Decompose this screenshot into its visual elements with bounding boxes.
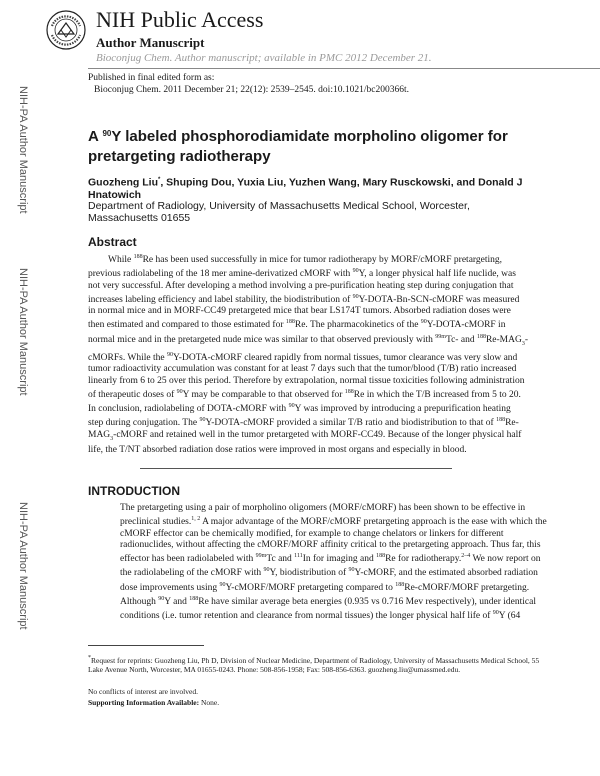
- publication-label: Published in final edited form as:: [88, 73, 215, 83]
- sidebar-label-3: NIH-PA Author Manuscript: [17, 502, 29, 630]
- conflicts-footnote: No conflicts of interest are involved.: [88, 687, 198, 696]
- nih-public-access-title: NIH Public Access: [96, 7, 264, 32]
- header-divider: [88, 68, 600, 69]
- supporting-info-footnote: Supporting Information Available: None.: [88, 698, 220, 707]
- correspondence-footnote: *Request for reprints: Guozheng Liu, Ph D, Division of Nuclear Medicine, Department of Radiology, University of Massachusetts Medical School, 55 Lake Avenue North, Worcester, MA 01655-0243. Phone: 508-856-1958; Fax: 508-856-6363. guozheng.liu@umassmed.edu.: [88, 655, 540, 674]
- publication-citation: Bioconjug Chem. 2011 December 21; 22(12): 2539–2545. doi:10.1021/bc200366t.: [94, 85, 409, 95]
- introduction-body: The pretargeting using a pair of morpholino oligomers (MORF/cMORF) has been shown to be effective in preclinical studies.$^{1, 2}$ A major advantage of the MORF/cMORF pretargeting approach is the ease with which the cMORF effector can be chemically modified, for example to change chelators or linkers for different radionuclides, without affecting the cMORF/MORF affinity critical to the pretargeting approach. Thus far, this effector has been radiolabeled with $^{99m}$Tc and $^{111}$In for imaging and $^{188}$Re for radiotherapy.$^{2-4}$ We now report on the radiolabeling of the cMORF with $^{90}$Y, biodistribution of $^{90}$Y-cMORF, and the estimated absorbed radiation dose improvements using $^{90}$Y-cMORF/MORF pretargeting compared to $^{188}$Re-cMORF/MORF pretargeting. Although $^{90}$Y and $^{188}$Re have similar average beta energies (0.935 vs 0.716 Mev respectively), under identical conditions (i.e. tumor retention and clearance from normal tissues) the longer physical half life of $^{90}$Y (64: [120, 503, 547, 622]
- section-divider: [140, 468, 452, 469]
- affiliation: Department of Radiology, University of Massachusetts Medical School, Worcester, Massachusetts 01655: [88, 200, 470, 224]
- availability-note: Bioconjug Chem. Author manuscript; available in PMC 2012 December 21.: [96, 52, 432, 64]
- sidebar-label-1: NIH-PA Author Manuscript: [17, 86, 29, 214]
- introduction-heading: INTRODUCTION: [88, 484, 180, 498]
- article-title: A $^{90}$Y labeled phosphorodiamidate morpholino oligomer for pretargeting radiotherapy: [88, 128, 508, 165]
- abstract-heading: Abstract: [88, 235, 137, 249]
- abstract-body: While $^{188}$Re has been used successfully in mice for tumor radiotherapy by MORF/cMORF pretargeting, previous radiolabeling of the 18 mer amine-derivatized cMORF with $^{90}$Y, a longer physical half life nuclide, was not very successful. After developing a method involving a pre-purification heating step during conjugation that increases labeling efficiency and label stability, the biodistribution of $^{90}$Y-DOTA-Bn-SCN-cMORF was measured in normal mice and in MORF-CC49 pretargeted mice that bear LS174T tumors. Absorbed radiation doses were then estimated and compared to those estimated for $^{188}$Re. The pharmacokinetics of the $^{90}$Y-DOTA-cMORF in normal mice and in the pretargeted nude mice was similar to that observed previously with $^{99m}$Tc- and $^{188}Re-MAG_3$-cMORFs. While the $^{90}$Y-DOTA-cMORF cleared rapidly from normal tissues, tumor clearance was very slow and tumor radioactivity accumulation was constant for at least 7 days such that the tumor/blood (T/B) ratio increased linearly from 6 to 25 over this period. Therefore by extrapolation, normal tissue toxicities following administration of therapeutic doses of $^{90}$Y may be comparable to that observed for $^{188}$Re in which the T/B increased from 5 to 20. In conclusion, radiolabeling of DOTA-cMORF with $^{90}$Y was improved by introducing a prepurification heating step during conjugation. The $^{90}$Y-DOTA-cMORF provided a similar T/B ratio and biodistribution to that of $^{188}Re-MAG_3$-cMORF and retained well in the tumor pretargeted with MORF-CC49. Because of the longer physical half life, the T/NT absorbed radiation dose ratios were improved in most organs and especially in blood.: [88, 254, 529, 455]
- footnote-divider: [88, 645, 204, 646]
- publication-info: [88, 72, 409, 96]
- sidebar-label-2: NIH-PA Author Manuscript: [17, 268, 29, 396]
- author-manuscript-label: Author Manuscript: [96, 35, 205, 50]
- author-list: Guozheng Liu*, Shuping Dou, Yuxia Liu, Yuzhen Wang, Mary Rusckowski, and Donald J Hnatowich: [88, 176, 523, 201]
- nih-seal-logo: [46, 10, 86, 50]
